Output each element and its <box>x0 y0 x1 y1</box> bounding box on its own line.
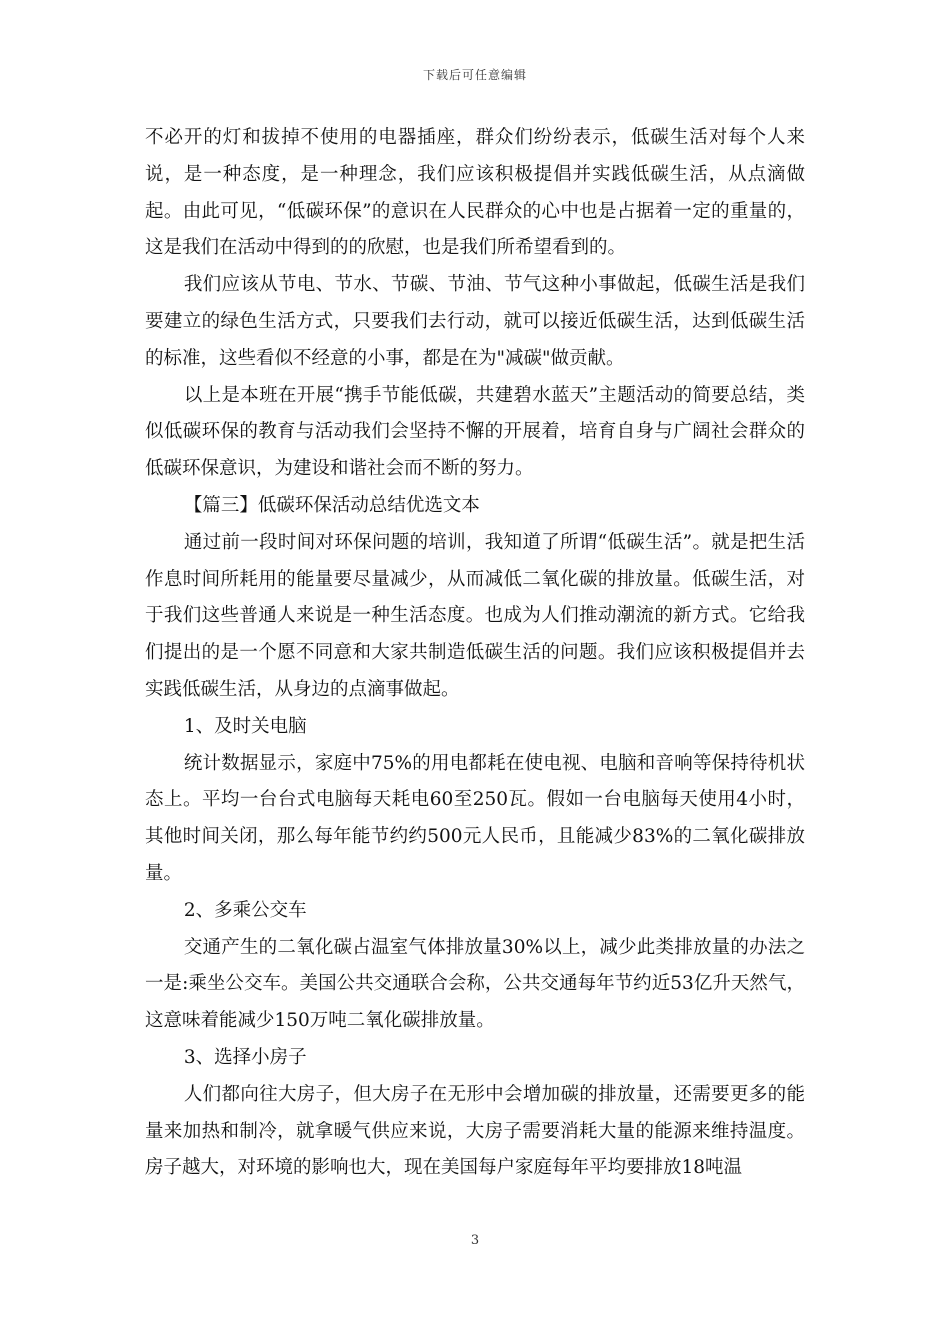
list-heading: 3、选择小房子 <box>183 1046 307 1068</box>
list-heading: 1、及时关电脑 <box>183 715 307 737</box>
page-number: 3 <box>470 1233 480 1248</box>
paragraph-continuation: 不必开的灯和拔掉不使用的电器插座，群众们纷纷表示，低碳生活对每个人来说，是一种态度，是一种理念，我们应该积极提倡并实践低碳生活，从点滴做起。由此可见，“低碳环保”的意识在人民群众的心中也是占据着一定的重量的，这是我们在活动中得到的的欣慰，也是我们所希望看到的。 <box>145 127 805 259</box>
paragraph: 我们应该从节电、节水、节碳、节油、节气这种小事做起，低碳生活是我们要建立的绿色生活方式，只要我们去行动，就可以接近低碳生活，达到低碳生活的标准，这些看似不经意的小事，都是在为"减碳"做贡献。 <box>145 274 805 369</box>
document-body <box>145 120 805 1187</box>
paragraph: 统计数据显示，家庭中75%的用电都耗在使电视、电脑和音响等保持待机状态上。平均一台台式电脑每天耗电60至250瓦。假如一台电脑每天使用4小时，其他时间关闭，那么每年能节约约500元人民币，且能减少83%的二氧化碳排放量。 <box>145 752 805 884</box>
page-header: 下载后可任意编辑 <box>422 68 527 82</box>
list-heading: 2、多乘公交车 <box>183 899 307 921</box>
paragraph: 通过前一段时间对环保问题的培训，我知道了所谓“低碳生活”。就是把生活作息时间所耗用的能量要尽量减少，从而减低二氧化碳的排放量。低碳生活，对于我们这些普通人来说是一种生活态度。也成为人们推动潮流的新方式。它给我们提出的是一个愿不同意和大家共制造低碳生活的问题。我们应该积极提倡并去实践低碳生活，从身边的点滴事做起。 <box>145 531 805 700</box>
paragraph: 以上是本班在开展“携手节能低碳，共建碧水蓝天”主题活动的简要总结，类似低碳环保的教育与活动我们会坚持不懈的开展着，培育自身与广阔社会群众的低碳环保意识，为建设和谐社会而不断的努力。 <box>145 384 805 480</box>
section-heading: 【篇三】低碳环保活动总结优选文本 <box>183 494 480 516</box>
paragraph: 人们都向往大房子，但大房子在无形中会增加碳的排放量，还需要更多的能量来加热和制冷，就拿暖气供应来说，大房子需要消耗大量的能源来维持温度。房子越大，对环境的影响也大，现在美国每户家庭每年平均要排放18吨温 <box>145 1083 805 1179</box>
paragraph: 交通产生的二氧化碳占温室气体排放量30%以上，减少此类排放量的办法之一是:乘坐公交车。美国公共交通联合会称，公共交通每年节约近53亿升天然气，这意味着能减少150万吨二氧化碳排放量。 <box>145 936 805 1032</box>
